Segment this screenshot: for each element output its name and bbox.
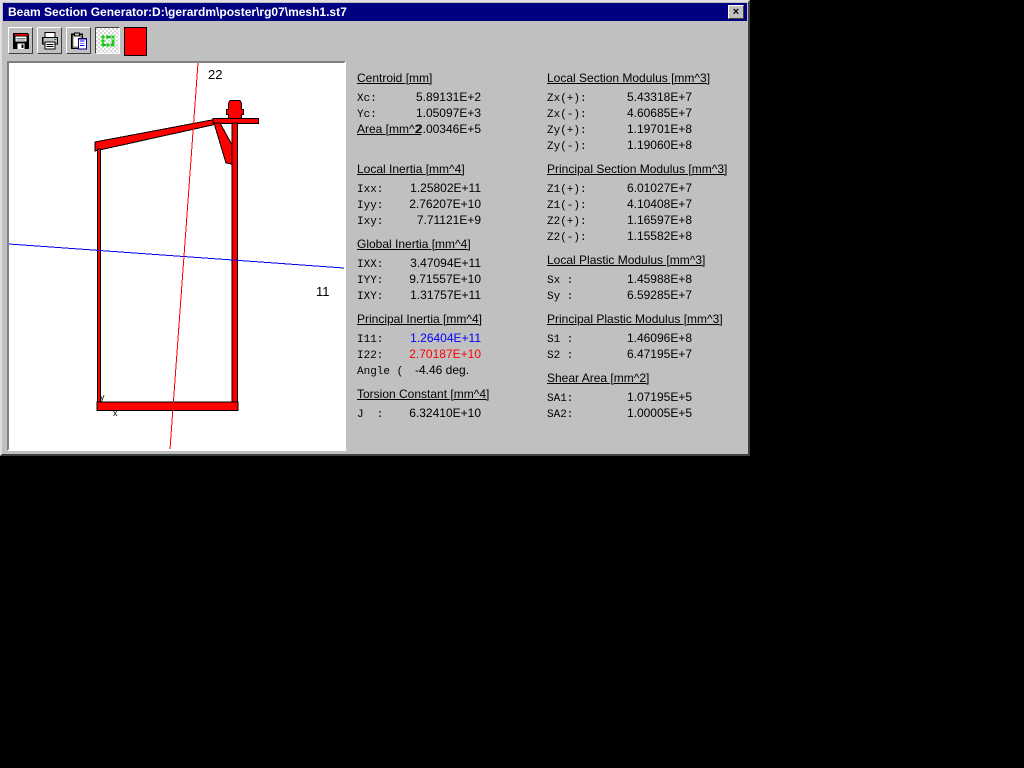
transparent-view-toggle[interactable] — [95, 27, 120, 54]
property-name: Ixy: — [357, 216, 384, 228]
group-rows — [357, 406, 481, 422]
property-value: 2.00346E+5 — [415, 122, 481, 136]
toolbar — [2, 21, 748, 59]
property-name: Zy(-): — [547, 141, 587, 153]
left-wall — [98, 149, 101, 402]
property-value: 4.10408E+7 — [626, 197, 692, 211]
property-row — [357, 363, 481, 379]
titlebar[interactable] — [3, 3, 747, 21]
printer-icon — [41, 32, 59, 50]
group-heading: Local Inertia [mm^4] — [357, 162, 465, 176]
axis-2-label: 22 — [208, 67, 223, 82]
property-value: 1.46096E+8 — [626, 331, 692, 345]
main-content — [2, 59, 748, 451]
group-heading: Centroid [mm] — [357, 71, 433, 85]
save-button[interactable] — [8, 27, 33, 54]
property-group — [547, 162, 728, 245]
beam-section-shape — [95, 100, 259, 410]
property-value: 6.59285E+7 — [626, 288, 692, 302]
property-row — [547, 272, 692, 288]
property-value: 1.25802E+11 — [410, 181, 481, 195]
top-flange — [95, 119, 217, 151]
copy-to-clipboard-button[interactable] — [66, 27, 91, 54]
property-name: IXY: — [357, 291, 384, 303]
property-value: 5.89131E+2 — [415, 90, 481, 104]
property-row — [547, 90, 692, 106]
property-row — [357, 347, 481, 363]
property-row — [357, 288, 481, 304]
local-y-label: y — [100, 392, 105, 402]
property-name: Area [mm^2 — [357, 122, 422, 136]
group-rows — [547, 90, 692, 154]
property-name: I11: — [357, 334, 384, 346]
property-row — [547, 288, 692, 304]
section-color-swatch[interactable] — [124, 27, 147, 56]
property-name: S1 : — [547, 334, 574, 346]
property-value: 1.26404E+11 — [410, 331, 481, 345]
property-name: Sy : — [547, 291, 574, 303]
property-row — [547, 181, 692, 197]
property-value: 6.01027E+7 — [626, 181, 692, 195]
property-group — [357, 312, 481, 379]
property-name: Sx : — [547, 275, 574, 287]
property-row — [547, 213, 692, 229]
property-name: IYY: — [357, 275, 384, 287]
property-value: -4.46 deg. — [415, 363, 470, 377]
selection-rect-icon — [99, 32, 117, 50]
property-value: 4.60685E+7 — [626, 106, 692, 120]
window-title: Beam Section Generator:D:\gerardm\poster\rg07\mesh1.st7 — [8, 5, 347, 19]
properties-column-left — [357, 71, 490, 430]
clipboard-icon — [70, 32, 88, 50]
property-name: Zx(+): — [547, 93, 587, 105]
properties-column-right — [547, 71, 728, 430]
properties-panel — [346, 59, 728, 430]
property-row — [547, 229, 692, 245]
property-name: Angle ( — [357, 366, 404, 378]
print-button[interactable] — [37, 27, 62, 54]
property-row — [357, 197, 481, 213]
bottom-flange — [97, 402, 238, 411]
group-heading: Principal Inertia [mm^4] — [357, 312, 483, 326]
property-value: 1.05097E+3 — [415, 106, 481, 120]
property-row — [547, 347, 692, 363]
property-value: 3.47094E+11 — [410, 256, 481, 270]
floppy-disk-icon — [12, 32, 30, 50]
property-row — [357, 90, 481, 106]
close-button[interactable] — [728, 5, 744, 19]
group-heading: Principal Section Modulus [mm^3] — [547, 162, 728, 176]
axis-1-label: 11 — [316, 284, 330, 299]
section-canvas[interactable] — [7, 61, 346, 451]
property-row — [547, 406, 692, 422]
property-name: Ixx: — [357, 184, 384, 196]
property-row — [357, 406, 481, 422]
group-rows — [357, 181, 481, 229]
property-value: 9.71557E+10 — [409, 272, 481, 286]
property-group — [547, 253, 706, 304]
group-heading: Local Plastic Modulus [mm^3] — [547, 253, 706, 267]
group-heading: Local Section Modulus [mm^3] — [547, 71, 711, 85]
property-name: Xc: — [357, 93, 377, 105]
property-name: Yc: — [357, 109, 377, 121]
group-rows — [357, 256, 481, 304]
property-group — [547, 371, 692, 422]
property-value: 7.71121E+9 — [416, 213, 481, 227]
property-group — [357, 237, 481, 304]
group-rows — [547, 390, 692, 422]
property-row — [547, 390, 692, 406]
group-heading: Global Inertia [mm^4] — [357, 237, 471, 251]
group-rows — [357, 90, 481, 138]
property-name: S2 : — [547, 350, 574, 362]
property-value: 2.76207E+10 — [409, 197, 481, 211]
property-row — [357, 256, 481, 272]
property-row — [357, 181, 481, 197]
property-value: 2.70187E+10 — [409, 347, 481, 361]
property-name: SA2: — [547, 409, 574, 421]
property-group — [547, 312, 723, 363]
principal-axis-1-line — [9, 244, 344, 268]
property-name: Iyy: — [357, 200, 384, 212]
group-rows — [547, 331, 692, 363]
property-name: SA1: — [547, 393, 574, 405]
property-value: 1.07195E+5 — [626, 390, 692, 404]
group-rows — [547, 181, 692, 245]
property-group — [357, 71, 481, 138]
close-icon: × — [732, 5, 740, 18]
property-group — [547, 71, 711, 154]
property-name: J : — [357, 409, 384, 421]
app-window — [0, 0, 750, 456]
property-row — [547, 138, 692, 154]
property-name: Z2(-): — [547, 232, 587, 244]
property-row — [357, 272, 481, 288]
property-name: Z1(+): — [547, 184, 587, 196]
property-value: 1.45988E+8 — [626, 272, 692, 286]
property-row — [547, 197, 692, 213]
property-name: Z2(+): — [547, 216, 587, 228]
property-value: 1.19701E+8 — [626, 122, 692, 136]
property-group — [357, 162, 481, 229]
property-row — [357, 213, 481, 229]
group-heading: Principal Plastic Modulus [mm^3] — [547, 312, 723, 326]
group-heading: Torsion Constant [mm^4] — [357, 387, 490, 401]
property-row — [357, 106, 481, 122]
property-row — [547, 331, 692, 347]
property-value: 1.15582E+8 — [626, 229, 692, 243]
right-wall — [232, 123, 238, 410]
property-name: Zy(+): — [547, 125, 587, 137]
property-value: 6.47195E+7 — [626, 347, 692, 361]
property-value: 6.32410E+10 — [409, 406, 481, 420]
property-value: 1.16597E+8 — [626, 213, 692, 227]
rail — [226, 100, 243, 118]
property-name: IXX: — [357, 259, 384, 271]
property-row — [357, 122, 481, 138]
property-row — [547, 106, 692, 122]
property-group — [357, 387, 490, 422]
property-value: 1.00005E+5 — [626, 406, 692, 420]
property-row — [357, 331, 481, 347]
property-value: 1.31757E+11 — [410, 288, 481, 302]
group-heading: Shear Area [mm^2] — [547, 371, 650, 385]
local-x-label: x — [113, 408, 118, 418]
property-value: 1.19060E+8 — [626, 138, 692, 152]
property-value: 5.43318E+7 — [626, 90, 692, 104]
property-name: I22: — [357, 350, 384, 362]
property-name: Z1(-): — [547, 200, 587, 212]
group-rows — [357, 331, 481, 379]
group-rows — [547, 272, 692, 304]
property-row — [547, 122, 692, 138]
property-name: Zx(-): — [547, 109, 587, 121]
